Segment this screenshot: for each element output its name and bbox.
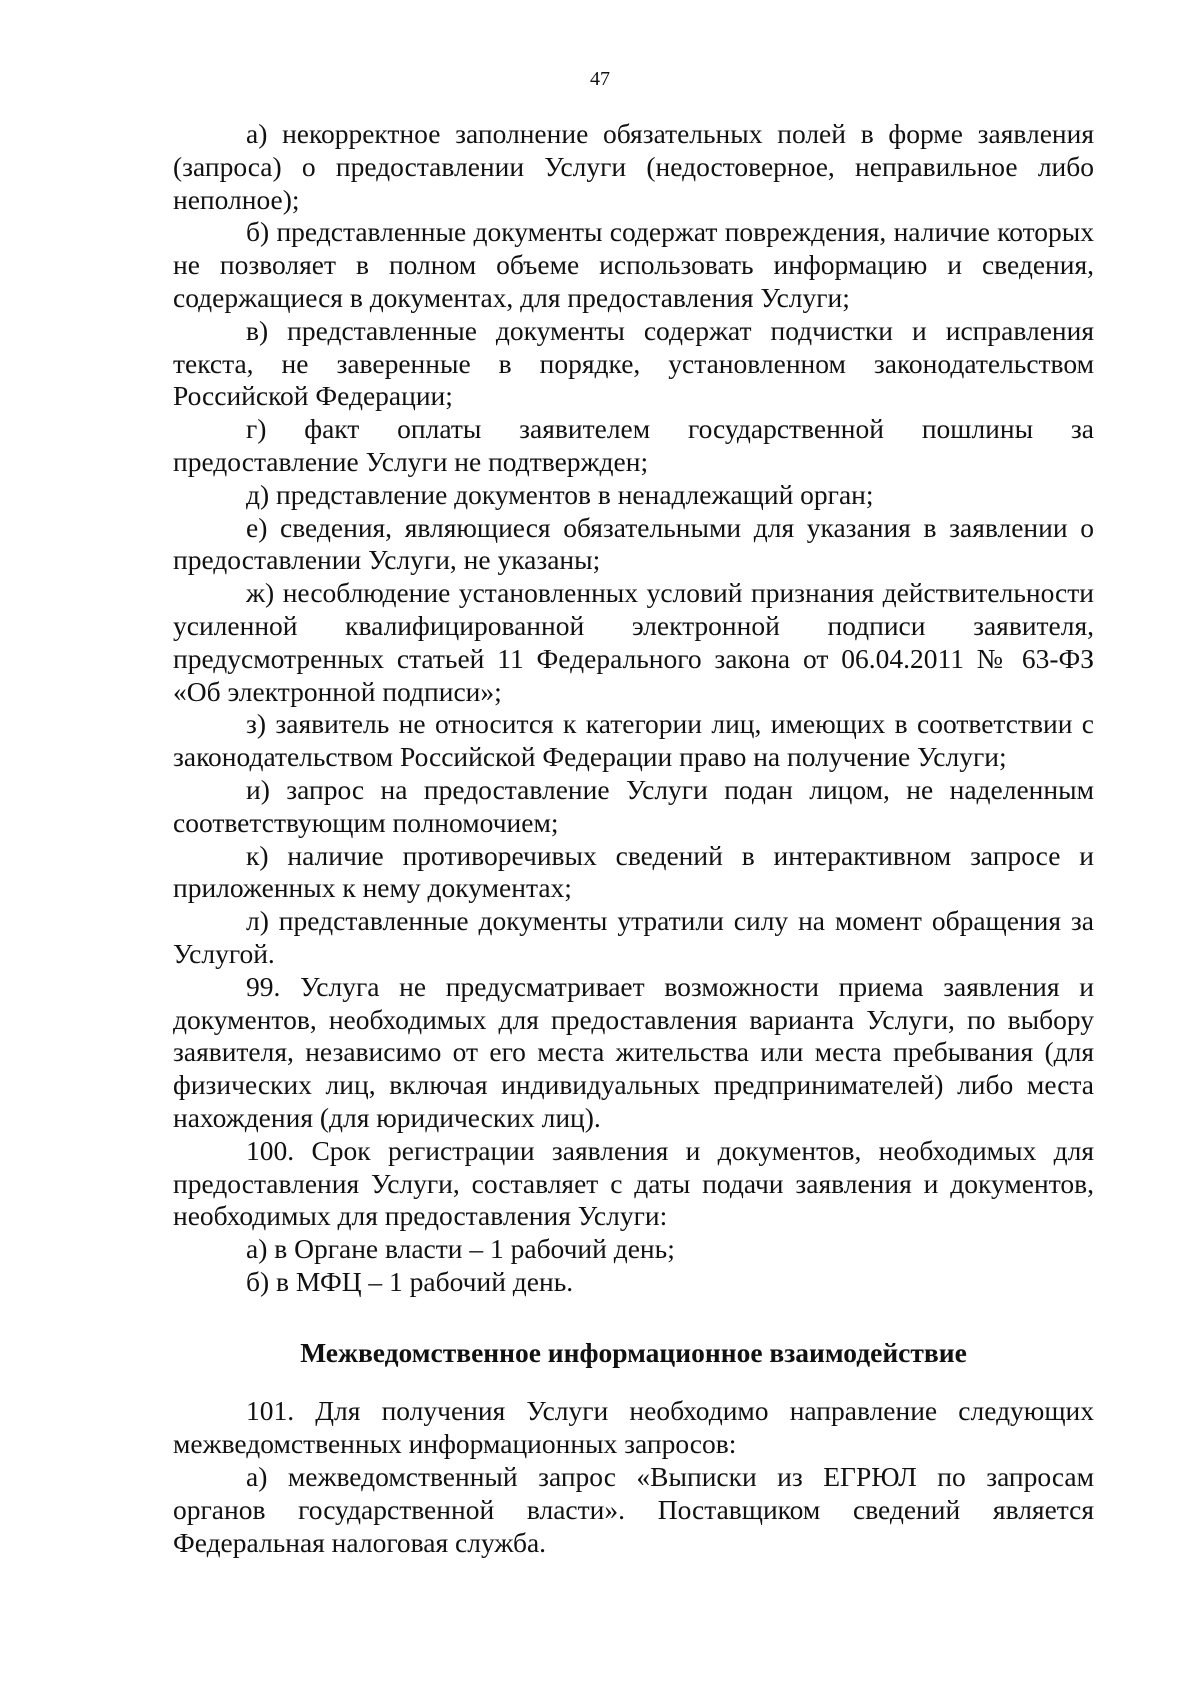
paragraph-i-no-authority: и) запрос на предоставление Услуги подан лицом, не наделенным соответствующим полномочием;	[173, 773, 1094, 838]
paragraph-b-damaged-documents: б) представленные документы содержат повреждения, наличие которых не позволяет в полном объеме использовать информацию и сведения, содержащиеся в документах, для предоставления Услуги;	[173, 216, 1094, 313]
page-number: 47	[590, 68, 610, 90]
paragraph-v-erasures: в) представленные документы содержат подчистки и исправления текста, не заверенные в порядке, установленном законодательством Российской Федерации;	[173, 314, 1094, 412]
paragraph-zh-signature-conditions: ж) несоблюдение установленных условий признания действительности усиленной квалифицированной электронной подписи заявителя, предусмотренных статьей 11 Федерального закона от 06.04.2011 № 63-ФЗ «Об электронной подписи»;	[173, 577, 1094, 707]
paragraph-z-not-eligible: з) заявитель не относится к категории лиц, имеющих в соответствии с законодательством Российской Федерации право на получение Услуги;	[173, 708, 1094, 773]
paragraph-101-interagency-requests: 101. Для получения Услуги необходимо направление следующих межведомственных информационных запросов:	[173, 1395, 1094, 1460]
paragraph-d-wrong-authority: д) представление документов в ненадлежащий орган;	[246, 478, 874, 510]
paragraph-k-contradictory-info: к) наличие противоречивых сведений в интерактивном запросе и приложенных к нему документах;	[173, 839, 1094, 904]
paragraph-e-missing-info: е) сведения, являющиеся обязательными для указания в заявлении о предоставлении Услуги, не указаны;	[173, 511, 1094, 576]
paragraph-g-fee-not-confirmed: г) факт оплаты заявителем государственной пошлины за предоставление Услуги не подтвержден;	[173, 413, 1094, 477]
paragraph-l-expired-documents: л) представленные документы утратили силу на момент обращения за Услугой.	[173, 905, 1094, 969]
section-heading: Межведомственное информационное взаимодействие	[300, 1336, 967, 1368]
paragraph-99-extraterritorial: 99. Услуга не предусматривает возможности приема заявления и документов, необходимых для предоставления варианта Услуги, по выбору заявителя, независимо от его места жительства или места пребывания (для физических лиц, включая индивидуальных предпринимателей) либо места нахождения (для юридических лиц).	[173, 970, 1094, 1133]
paragraph-100a-authority-term: а) в Органе власти – 1 рабочий день;	[246, 1233, 675, 1265]
document-body	[173, 118, 1094, 1559]
paragraph-a-incorrect-fields: а) некорректное заполнение обязательных полей в форме заявления (запроса) о предоставлении Услуги (недостоверное, неправильное либо неполное);	[173, 118, 1094, 215]
paragraph-101a-egrul-request: а) межведомственный запрос «Выписки из ЕГРЮЛ по запросам органов государственной власти». Поставщиком сведений является Федеральная налоговая служба.	[173, 1461, 1094, 1558]
paragraph-100b-mfc-term: б) в МФЦ – 1 рабочий день.	[246, 1265, 574, 1297]
paragraph-100-registration-term: 100. Срок регистрации заявления и документов, необходимых для предоставления Услуги, составляет с даты подачи заявления и документов, необходимых для предоставления Услуги:	[173, 1134, 1094, 1232]
